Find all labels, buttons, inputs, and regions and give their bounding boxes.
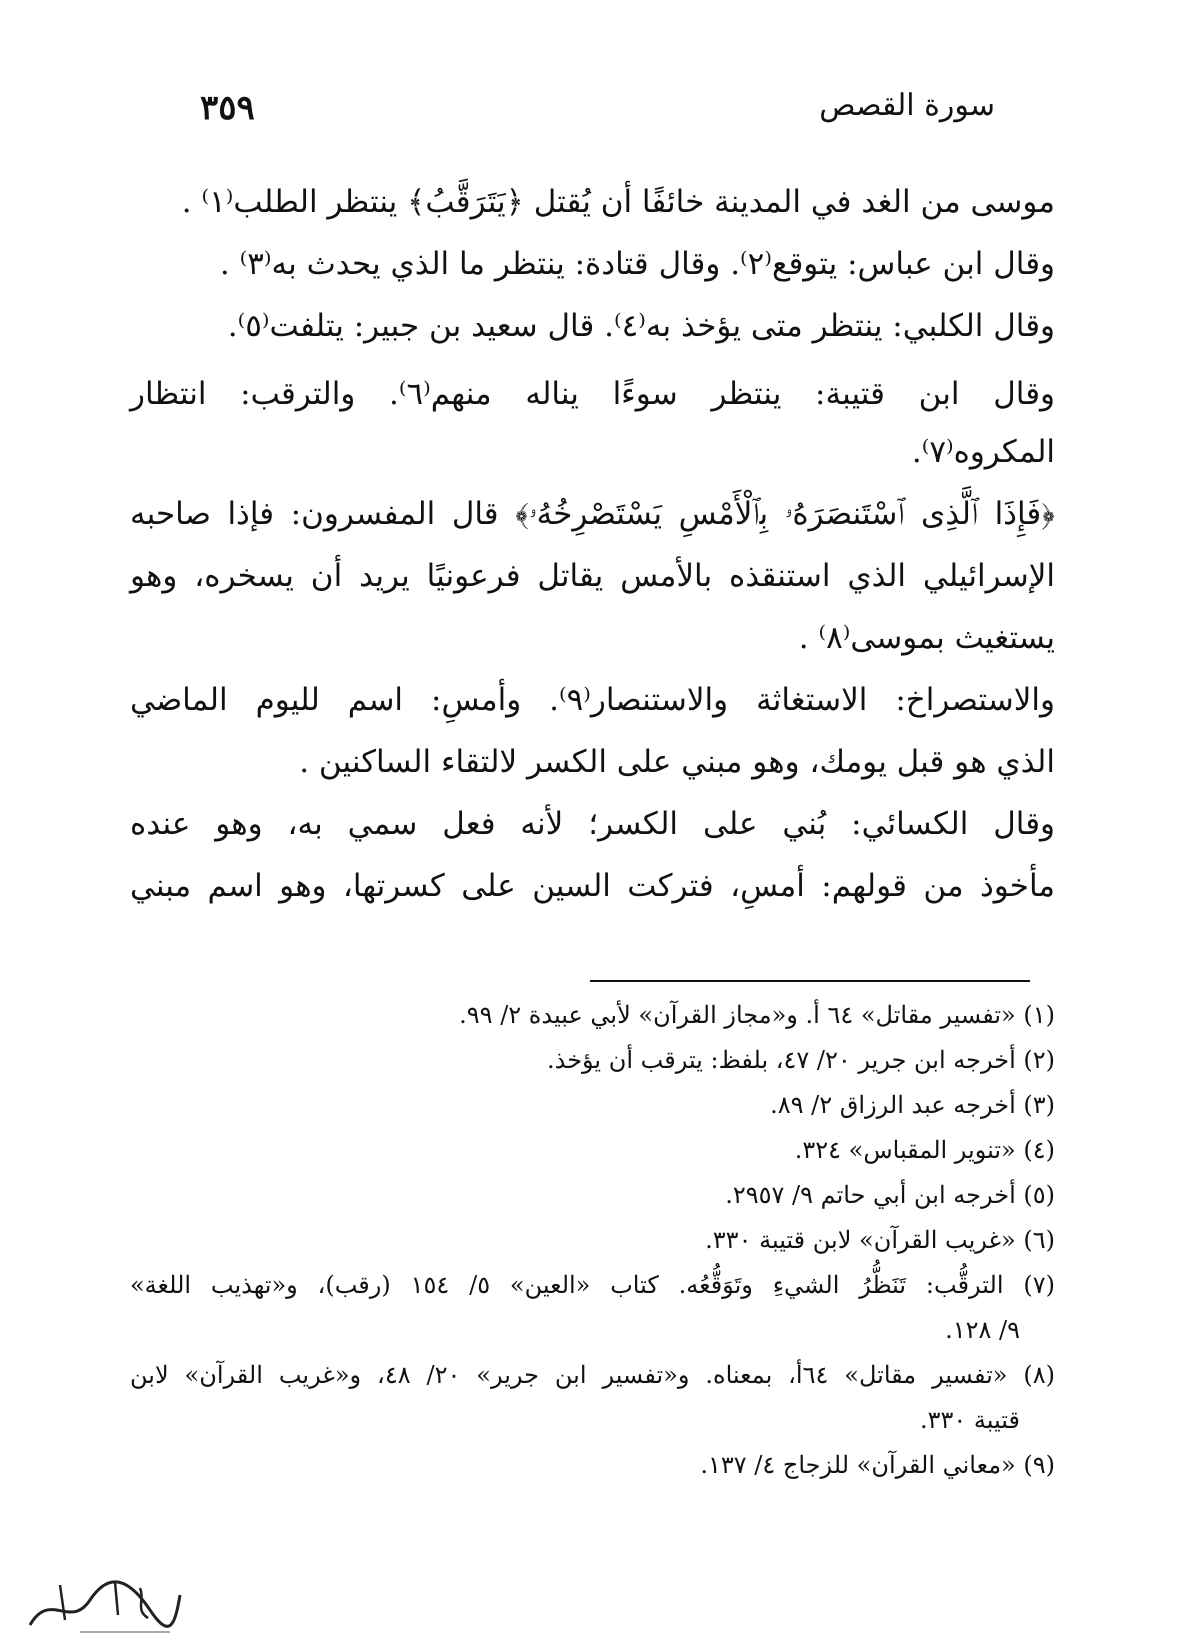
body-line: الإسرائيلي الذي استنقذه بالأمس يقاتل فرعونيًا يريد أن يسخره، وهو	[130, 558, 1055, 594]
body-line: وقال الكلبي: ينتظر متى يؤخذ به⁽٤⁾. قال سعيد بن جبير: يتلفت⁽٥⁾.	[227, 308, 1055, 344]
footnote-continuation: قتيبة ٣٣٠.	[919, 1406, 1020, 1434]
body-line: ﴿فَإِذَا ٱلَّذِى ٱسْتَنصَرَهُۥ بِٱلْأَمْسِ يَسْتَصْرِخُهُۥ﴾ قال المفسرون: فإذا صاحبه	[130, 496, 1055, 532]
footnote: (٧) الترقُّب: تَنَظُّرُ الشيءِ وتَوَقُّعُه. كتاب «العين» ٥/ ١٥٤ (رقب)، و«تهذيب اللغة»	[130, 1271, 1055, 1299]
footnote: (٨) «تفسير مقاتل» ٦٤أ، بمعناه. و«تفسير ابن جرير» ٢٠/ ٤٨، و«غريب القرآن» لابن	[130, 1361, 1056, 1389]
body-line: والاستصراخ: الاستغاثة والاستنصار⁽٩⁾. وأمسِ: اسم لليوم الماضي	[130, 682, 1055, 718]
footnote: (١) «تفسير مقاتل» ٦٤ أ. و«مجاز القرآن» لأبي عبيدة ٢/ ٩٩.	[459, 1001, 1055, 1029]
body-line: مأخوذ من قولهم: أمسِ، فتركت السين على كسرتها، وهو اسم مبني	[130, 868, 1055, 904]
body-line: المكروه⁽٧⁾.	[911, 434, 1055, 470]
footnote: (٦) «غريب القرآن» لابن قتيبة ٣٣٠.	[705, 1226, 1055, 1254]
page-number: ٣٥٩	[200, 88, 255, 128]
calligraphy-logo	[20, 1570, 190, 1640]
body-line: يستغيث بموسى⁽٨⁾ .	[798, 620, 1055, 656]
footnote: (٥) أخرجه ابن أبي حاتم ٩/ ٢٩٥٧.	[725, 1181, 1055, 1209]
footnote-separator	[590, 980, 1030, 982]
body-line: الذي هو قبل يومك، وهو مبني على الكسر لالتقاء الساكنين .	[299, 744, 1055, 780]
body-line: وقال الكسائي: بُني على الكسر؛ لأنه فعل سمي به، وهو عنده	[130, 806, 1055, 842]
footnote: (٤) «تنوير المقباس» ٣٢٤.	[794, 1136, 1055, 1164]
footnote-continuation: ٩/ ١٢٨.	[945, 1316, 1020, 1344]
surah-title: سورة القصص	[819, 88, 995, 123]
footnote: (٢) أخرجه ابن جرير ٢٠/ ٤٧، بلفظ: يترقب أن يؤخذ.	[546, 1046, 1055, 1074]
footnote: (٩) «معاني القرآن» للزجاج ٤/ ١٣٧.	[700, 1451, 1055, 1479]
body-line: موسى من الغد في المدينة خائفًا أن يُقتل ﴿يَتَرَقَّبُ﴾ ينتظر الطلب⁽١⁾ .	[181, 184, 1055, 220]
body-line: وقال ابن عباس: يتوقع⁽٢⁾. وقال قتادة: ينتظر ما الذي يحدث به⁽٣⁾ .	[219, 246, 1055, 282]
body-line: وقال ابن قتيبة: ينتظر سوءًا يناله منهم⁽٦⁾. والترقب: انتظار	[130, 376, 1055, 412]
footnote: (٣) أخرجه عبد الرزاق ٢/ ٨٩.	[770, 1091, 1055, 1119]
